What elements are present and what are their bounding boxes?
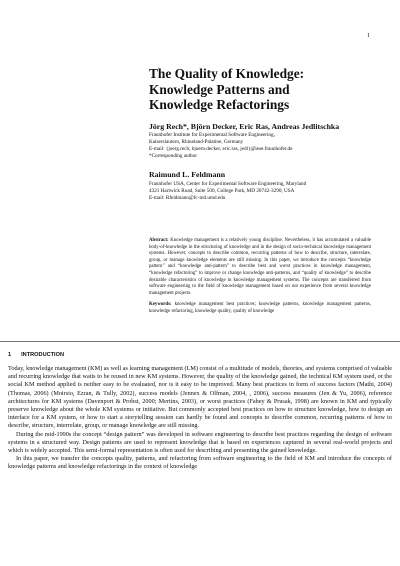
paragraph: Today, knowledge management (KM) as well as learning management (LM) consist of a multitude of models, theories, and systems comprised of valuable and recurring knowledge that waits to be reused in new KM systems. However, the quality of the knowledge gained, the technical KM system used, or the social KM method applied is neither easy to be evaluated, nor is it easy to be improved. Many best practices in form of success factors (Mathi, 2004) (Thomas, 2006) (Moirsio, Ezran, & Tully, 2002), success models (Jennex & Olfman, 2004, , 2006), success measures (Jen & Yu, 2006), reference architectures for KM systems (Davenport & Probst, 2000; Mertins, 2003), or worst practices (Fahey & Prusak, 1998) are known in KM and typically preserve knowledge about the whole KM systems or initiative. But commonly accepted best practices on how to structure knowledge, how to design an interface for a KM system, or how to start a storytelling session can hardly be found and concepts to describe common, recurring patterns of how to describe, structure, interrelate, group, or manage knowledge are still missing. xyxy=(8,365,392,430)
affiliation-line: Fraunhofer USA, Center for Experimental Software Engineering, Maryland xyxy=(149,181,307,187)
abstract-text: Knowledge management is a relatively young discipline. Nevertheless, it has accumulated a valuable body-of-knowledge in the structuring of knowledge and in the design of socio-technical knowledge management systems. However, concepts to describe common, recurring patterns of how to describe, structure, interrelate, group, or manage knowledge elements are still missing. In this paper, we introduce the concepts “knowledge pattern” and “knowledge anti-pattern” to describe best and worst practices in knowledge management, “knowledge refactoring” to improve or change knowledge anti-patterns, and “quality of knowledge” to describe desirable characteristics of knowledge in knowledge management systems. The concepts are transferred from software engineering to the field of knowledge management based on our experience from several knowledge management projects. xyxy=(149,238,371,296)
author-list: Jörg Rech*, Björn Decker, Eric Ras, Andreas Jedlitschka xyxy=(149,122,340,131)
affiliation-line: 4321 Hartwick Road, Suite 500, College Park, MD 20742-3290, USA xyxy=(149,187,295,194)
keywords-text: knowledge management best practices; knowledge patterns, knowledge management patterns, knowledge refactoring, knowledge quality, quality of knowledge xyxy=(149,302,371,314)
keywords xyxy=(149,302,371,315)
abstract-label: Abstract: xyxy=(149,238,169,243)
abstract xyxy=(149,238,371,297)
section-number: 1 xyxy=(8,352,12,358)
paragraph: During the mid-1990s the concept “design pattern” was developed in software engineering to describe best practices regarding the design of software systems in a structured way. Design patterns are used to represent knowledge that is based on experiences captured in several real-world projects and which is widely accepted. This semi-formal representation is often used for describing and presenting the gained knowledge. xyxy=(8,430,392,455)
affiliation-line: Kaiserslautern, Rhineland-Palatine, Germany xyxy=(149,138,244,145)
title-line: Knowledge Refactorings xyxy=(149,97,290,112)
page-number: 1 xyxy=(367,33,370,39)
title-line: Knowledge Patterns and xyxy=(149,81,290,97)
affiliation-line: Fraunhofer Institute for Experimental Software Engineering, xyxy=(149,132,275,138)
affiliation-block xyxy=(149,181,389,202)
section-title: INTRODUCTION xyxy=(21,352,65,358)
section-heading xyxy=(8,352,74,358)
body-text xyxy=(8,365,392,472)
paragraph: In this paper, we transfer the concepts quality, patterns, and refactoring from software engineering to the field of KM and introduce the concepts of knowledge patterns and knowledge refactorings in the context of knowledge xyxy=(8,455,392,471)
section-divider xyxy=(0,341,400,342)
second-author: Raimund L. Feldmann xyxy=(149,170,226,179)
affiliation-line: E-mail: {joerg.rech, bjoern.decker, eric.ras, jedl}@iese.fraunhofer.de xyxy=(149,145,293,152)
affiliation-line: E-mail: Rfeldmann@fc-md.umd.edu xyxy=(149,194,226,201)
affiliation-line: *Corresponding author xyxy=(149,152,197,159)
keywords-label: Keywords: xyxy=(149,302,172,307)
title-line: The Quality of Knowledge: xyxy=(149,66,305,81)
affiliation-block xyxy=(149,132,389,160)
paper-title xyxy=(149,66,369,113)
